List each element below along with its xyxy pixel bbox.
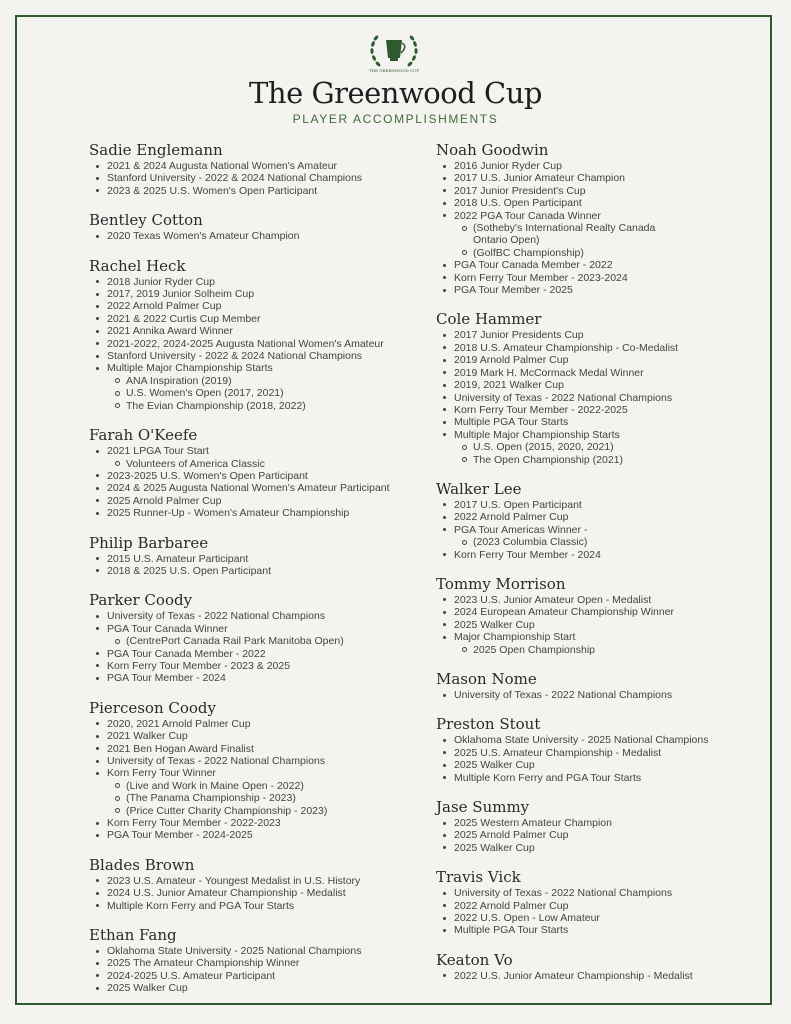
accomplishment-item: 2023 & 2025 U.S. Women's Open Participant (89, 185, 419, 197)
accomplishment-item: 2021 LPGA Tour Start (89, 445, 419, 457)
player-block (436, 309, 766, 465)
sub-accomplishment: Volunteers of America Classic (89, 458, 419, 470)
player-name: Pierceson Coody (89, 698, 216, 717)
player-name: Cole Hammer (436, 310, 542, 329)
accomplishment-item: 2018 U.S. Amateur Championship - Co-Medalist (436, 342, 766, 354)
accomplishment-item: 2018 U.S. Open Participant (436, 197, 766, 209)
player-name: Sadie Englemann (89, 141, 223, 159)
player-name: Noah Goodwin (436, 141, 549, 159)
player-block (436, 140, 766, 296)
accomplishment-item: 2018 Junior Ryder Cup (89, 276, 419, 288)
page-title: The Greenwood Cup (249, 76, 542, 110)
accomplishment-item: 2025 Western Amateur Champion (436, 817, 766, 829)
sub-accomplishment: (The Panama Championship - 2023) (89, 792, 419, 804)
spacer (89, 412, 419, 423)
spacer (436, 656, 766, 667)
accomplishment-item: PGA Tour Member - 2024 (89, 672, 419, 684)
accomplishment-list (436, 499, 766, 561)
sub-accomplishment: The Evian Championship (2018, 2022) (89, 400, 419, 412)
accomplishment-item: PGA Tour Canada Member - 2022 (89, 648, 419, 660)
accomplishment-item: Korn Ferry Tour Member - 2024 (436, 549, 766, 561)
accomplishment-item: 2025 Runner-Up - Women's Amateur Championship (89, 507, 419, 519)
sub-accomplishment: Ontario Open) (473, 234, 540, 247)
accomplishment-item: 2021 Annika Award Winner (89, 325, 419, 337)
sub-accomplishment: U.S. Women's Open (2017, 2021) (89, 387, 419, 399)
accomplishment-item: Multiple Korn Ferry and PGA Tour Starts (89, 900, 419, 912)
accomplishment-item: Multiple Major Championship Starts (436, 429, 766, 441)
accomplishment-item: PGA Tour Canada Member - 2022 (436, 259, 766, 271)
accomplishment-item: 2017, 2019 Junior Solheim Cup (89, 288, 419, 300)
accomplishment-item: 2025 Walker Cup (436, 842, 766, 854)
accomplishment-list (436, 594, 766, 656)
accomplishment-item: 2023 U.S. Junior Amateur Open - Medalist (436, 594, 766, 606)
accomplishment-item: 2024 European Amateur Championship Winner (436, 606, 766, 618)
player-block (89, 855, 419, 912)
accomplishment-item: 2022 Arnold Palmer Cup (436, 511, 766, 523)
accomplishment-item: 2020, 2021 Arnold Palmer Cup (89, 718, 419, 730)
accomplishment-list (436, 734, 766, 784)
player-block (89, 925, 419, 995)
accomplishment-item: 2025 The Amateur Championship Winner (89, 957, 419, 969)
player-block (436, 574, 766, 656)
accomplishment-item: 2015 U.S. Amateur Participant (89, 553, 419, 565)
accomplishment-item: Korn Ferry Tour Member - 2023 & 2025 (89, 660, 419, 672)
accomplishment-list (436, 160, 766, 296)
accomplishment-item: Korn Ferry Tour Member - 2023-2024 (436, 272, 766, 284)
accomplishment-list (89, 718, 419, 842)
player-name: Rachel Heck (89, 256, 186, 275)
accomplishment-item: Multiple PGA Tour Starts (436, 416, 766, 428)
accomplishment-list (89, 875, 419, 912)
accomplishment-item: 2022 Arnold Palmer Cup (89, 300, 419, 312)
accomplishment-item: 2019, 2021 Walker Cup (436, 379, 766, 391)
accomplishment-list (436, 970, 766, 982)
player-name: Philip Barbaree (89, 533, 209, 552)
page-subtitle: PLAYER ACCOMPLISHMENTS (292, 112, 499, 126)
accomplishment-item: 2023-2025 U.S. Women's Open Participant (89, 470, 419, 482)
accomplishment-item: Stanford University - 2022 & 2024 National Champions (89, 350, 419, 362)
accomplishment-item: 2024 & 2025 Augusta National Women's Amateur Participant (89, 482, 419, 494)
accomplishment-item: 2023 U.S. Amateur - Youngest Medalist in U.S. History (89, 875, 419, 887)
spacer (89, 912, 419, 923)
svg-text:THE GREENWOOD CUP: THE GREENWOOD CUP (368, 68, 420, 73)
sub-accomplishment: ANA Inspiration (2019) (89, 375, 419, 387)
sub-accomplishment: (CentrePort Canada Rail Park Manitoba Open) (89, 635, 419, 647)
accomplishment-list (89, 610, 419, 684)
accomplishment-item: Multiple Major Championship Starts (89, 362, 419, 374)
player-name: Blades Brown (89, 855, 195, 874)
accomplishment-item: Major Championship Start (436, 631, 766, 643)
accomplishment-item: PGA Tour Americas Winner - (436, 524, 766, 536)
spacer (436, 466, 766, 477)
accomplishment-item: Oklahoma State University - 2025 National Champions (436, 734, 766, 746)
accomplishment-item: 2021 & 2024 Augusta National Women's Amateur (89, 160, 419, 172)
player-block (436, 797, 766, 854)
accomplishment-item: 2021 Ben Hogan Award Finalist (89, 743, 419, 755)
accomplishment-list (89, 445, 419, 519)
accomplishment-item: Korn Ferry Tour Member - 2022-2023 (89, 817, 419, 829)
spacer (89, 197, 419, 208)
accomplishment-item: University of Texas - 2022 National Champions (436, 392, 766, 404)
player-name: Farah O'Keefe (89, 426, 198, 445)
player-block (436, 479, 766, 561)
spacer (89, 243, 419, 254)
spacer (436, 296, 766, 307)
accomplishment-item: 2016 Junior Ryder Cup (436, 160, 766, 172)
accomplishment-item: 2017 Junior President's Cup (436, 185, 766, 197)
accomplishment-item: 2025 Arnold Palmer Cup (89, 495, 419, 507)
player-name: Ethan Fang (89, 926, 177, 945)
sub-accomplishment: U.S. Open (2015, 2020, 2021) (436, 441, 766, 453)
sub-accomplishment: 2025 Open Championship (436, 644, 766, 656)
player-block (89, 140, 419, 197)
sub-accomplishment: (Price Cutter Charity Championship - 2023) (89, 805, 419, 817)
accomplishment-item: 2017 U.S. Junior Amateur Champion (436, 172, 766, 184)
left-column (89, 138, 419, 995)
sub-accomplishment: (Live and Work in Maine Open - 2022) (89, 780, 419, 792)
accomplishment-item: 2025 Walker Cup (436, 759, 766, 771)
player-name: Tommy Morrison (436, 574, 566, 593)
accomplishment-item: 2021-2022, 2024-2025 Augusta National Women's Amateur (89, 338, 419, 350)
accomplishment-item: 2022 PGA Tour Canada Winner (436, 210, 766, 222)
accomplishment-item: 2018 & 2025 U.S. Open Participant (89, 565, 419, 577)
accomplishment-list (436, 329, 766, 465)
player-name: Parker Coody (89, 591, 193, 610)
accomplishment-list (436, 689, 766, 701)
accomplishment-list (89, 160, 419, 197)
player-block (436, 867, 766, 937)
accomplishment-list (436, 817, 766, 854)
spacer (436, 561, 766, 572)
spacer (89, 520, 419, 531)
accomplishment-list (89, 230, 419, 242)
accomplishment-item: 2024-2025 U.S. Amateur Participant (89, 970, 419, 982)
player-name: Keaton Vo (436, 950, 513, 969)
sub-accomplishment: (GolfBC Championship) (436, 247, 766, 259)
accomplishment-item: University of Texas - 2022 National Champions (436, 887, 766, 899)
accomplishment-item: University of Texas - 2022 National Champions (89, 610, 419, 622)
accomplishment-item: 2024 U.S. Junior Amateur Championship - Medalist (89, 887, 419, 899)
accomplishment-list (89, 945, 419, 995)
spacer (436, 937, 766, 948)
player-name: Walker Lee (436, 479, 522, 498)
player-block (436, 669, 766, 701)
player-name: Mason Nome (436, 670, 537, 688)
greenwood-cup-logo (364, 28, 424, 80)
accomplishment-item: 2025 Walker Cup (436, 619, 766, 631)
spacer (436, 784, 766, 795)
player-block (436, 950, 766, 982)
sub-accomplishment: The Open Championship (2021) (436, 454, 766, 466)
accomplishment-item: 2021 & 2022 Curtis Cup Member (89, 313, 419, 325)
accomplishment-item: 2020 Texas Women's Amateur Champion (89, 230, 419, 242)
player-block (436, 714, 766, 784)
accomplishment-item: 2017 U.S. Open Participant (436, 499, 766, 511)
accomplishment-item: Multiple PGA Tour Starts (436, 924, 766, 936)
spacer (89, 577, 419, 588)
accomplishment-item: 2019 Arnold Palmer Cup (436, 354, 766, 366)
accomplishment-item: Korn Ferry Tour Winner (89, 767, 419, 779)
accomplishment-item: University of Texas - 2022 National Champions (436, 689, 766, 701)
spacer (436, 854, 766, 865)
accomplishment-item: Korn Ferry Tour Member - 2022-2025 (436, 404, 766, 416)
accomplishment-item: 2025 Arnold Palmer Cup (436, 829, 766, 841)
accomplishment-item: 2017 Junior Presidents Cup (436, 329, 766, 341)
accomplishment-item: 2019 Mark H. McCormack Medal Winner (436, 367, 766, 379)
player-block (89, 210, 419, 242)
accomplishment-item: 2025 U.S. Amateur Championship - Medalist (436, 747, 766, 759)
accomplishment-item: PGA Tour Canada Winner (89, 623, 419, 635)
accomplishment-item: 2022 U.S. Open - Low Amateur (436, 912, 766, 924)
player-block (89, 533, 419, 578)
player-block (89, 425, 419, 519)
accomplishment-item: PGA Tour Member - 2024-2025 (89, 829, 419, 841)
sub-accomplishment: (2023 Columbia Classic) (436, 536, 766, 548)
player-block (89, 698, 419, 842)
accomplishment-item: Oklahoma State University - 2025 National Champions (89, 945, 419, 957)
spacer (89, 685, 419, 696)
spacer (436, 701, 766, 712)
accomplishment-list (89, 276, 419, 412)
player-name: Preston Stout (436, 715, 541, 734)
accomplishment-list (436, 887, 766, 937)
accomplishment-item: University of Texas - 2022 National Champions (89, 755, 419, 767)
spacer (89, 842, 419, 853)
player-name: Travis Vick (436, 868, 521, 887)
accomplishment-item: Stanford University - 2022 & 2024 National Champions (89, 172, 419, 184)
accomplishment-item: PGA Tour Member - 2025 (436, 284, 766, 296)
player-block (89, 256, 419, 412)
player-block (89, 590, 419, 684)
accomplishment-list (89, 553, 419, 578)
accomplishment-item: 2025 Walker Cup (89, 982, 419, 994)
accomplishment-item: 2022 U.S. Junior Amateur Championship - Medalist (436, 970, 766, 982)
player-name: Jase Summy (436, 798, 530, 817)
sub-accomplishment: (Sotheby's International Realty Canada (436, 222, 766, 234)
right-column (436, 138, 766, 982)
accomplishment-item: 2021 Walker Cup (89, 730, 419, 742)
accomplishment-item: Multiple Korn Ferry and PGA Tour Starts (436, 772, 766, 784)
player-name: Bentley Cotton (89, 211, 203, 230)
accomplishment-item: 2022 Arnold Palmer Cup (436, 900, 766, 912)
